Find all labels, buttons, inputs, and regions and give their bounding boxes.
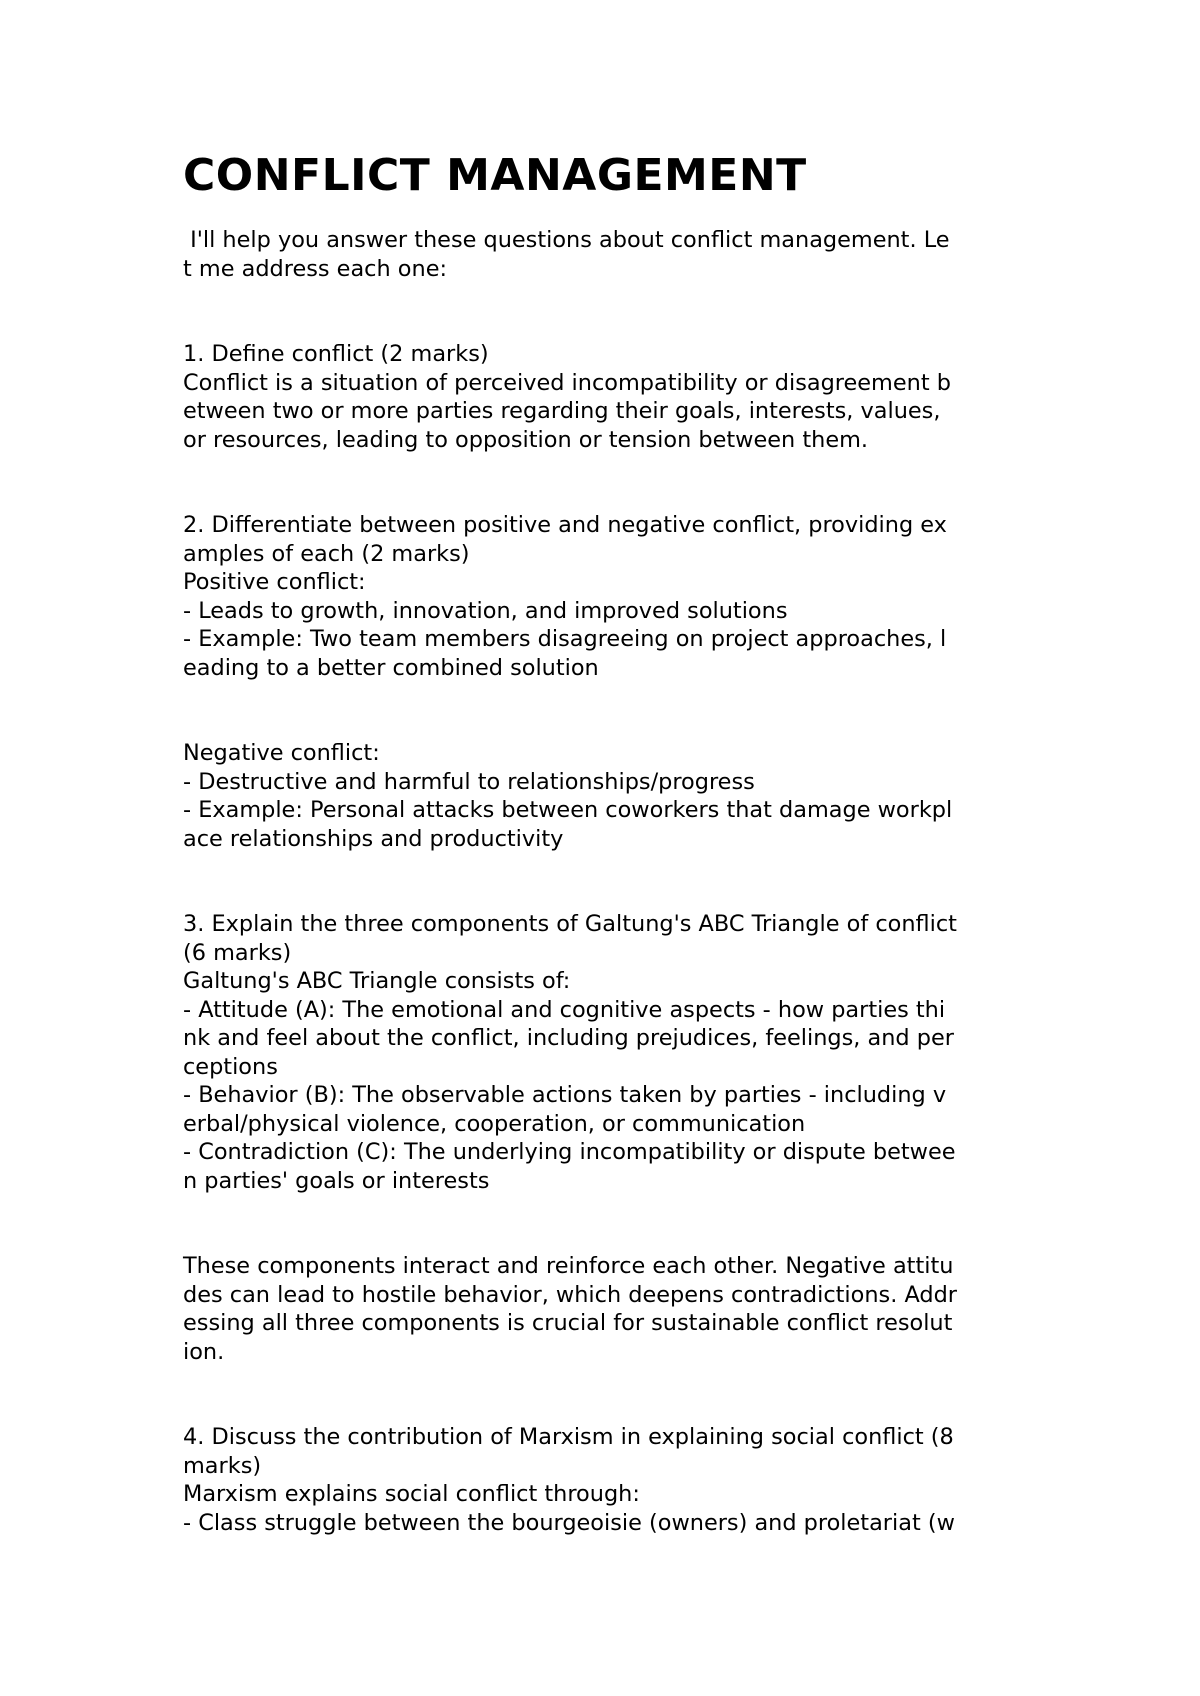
- text-line: [183, 1395, 1043, 1424]
- text-line: 3. Explain the three components of Galtung's ABC Triangle of conflict: [183, 911, 957, 937]
- text-line: 2. Differentiate between positive and negative conflict, providing ex: [183, 512, 947, 538]
- text-line: etween two or more parties regarding their goals, interests, values,: [183, 398, 941, 424]
- text-line: - Behavior (B): The observable actions taken by parties - including v: [183, 1082, 947, 1108]
- text-line: des can lead to hostile behavior, which deepens contradictions. Addr: [183, 1281, 957, 1308]
- text-line: [183, 1224, 1043, 1253]
- text-line: essing all three components is crucial for sustainable conflict resolut: [183, 1310, 953, 1336]
- text-line: [183, 1195, 1043, 1224]
- text-line: - Contradiction (C): The underlying incompatibility or dispute betwee: [183, 1139, 956, 1165]
- text-line: Marxism explains social conflict through:: [183, 1481, 640, 1507]
- text-line: - Example: Two team members disagreeing on project approaches, l: [183, 626, 947, 652]
- text-line: [183, 682, 1043, 711]
- text-line: Negative conflict:: [183, 740, 380, 766]
- text-line: t me address each one:: [183, 255, 448, 282]
- text-line: Galtung's ABC Triangle consists of:: [183, 968, 571, 994]
- text-line: [183, 454, 1043, 483]
- text-line: n parties' goals or interests: [183, 1167, 490, 1194]
- text-line: [183, 283, 1043, 312]
- document-body: [183, 226, 1043, 1537]
- text-line: [183, 483, 1043, 512]
- text-line: - Destructive and harmful to relationships/progress: [183, 768, 755, 795]
- text-line: - Example: Personal attacks between coworkers that damage workpl: [183, 797, 953, 823]
- text-line: 4. Discuss the contribution of Marxism in explaining social conflict (8: [183, 1424, 954, 1450]
- text-line: or resources, leading to opposition or tension between them.: [183, 426, 869, 453]
- text-line: (6 marks): [183, 939, 292, 966]
- text-line: ion.: [183, 1338, 225, 1365]
- text-line: ace relationships and productivity: [183, 825, 564, 852]
- text-line: marks): [183, 1452, 262, 1479]
- text-line: - Leads to growth, innovation, and improved solutions: [183, 597, 788, 624]
- text-line: nk and feel about the conflict, including prejudices, feelings, and per: [183, 1025, 954, 1051]
- text-line: I'll help you answer these questions about conflict management. Le: [183, 227, 950, 253]
- text-line: 1. Define conflict (2 marks): [183, 341, 489, 367]
- text-line: erbal/physical violence, cooperation, or communication: [183, 1110, 806, 1137]
- text-line: - Attitude (A): The emotional and cognitive aspects - how parties thi: [183, 996, 946, 1023]
- text-line: Positive conflict:: [183, 569, 366, 595]
- document-title: CONFLICT MANAGEMENT: [183, 150, 807, 201]
- text-line: [183, 711, 1043, 740]
- text-line: [183, 1366, 1043, 1395]
- text-line: [183, 853, 1043, 882]
- text-line: [183, 312, 1043, 341]
- document-page: [183, 150, 1043, 1537]
- text-line: amples of each (2 marks): [183, 540, 470, 567]
- text-line: eading to a better combined solution: [183, 654, 599, 681]
- text-line: Conflict is a situation of perceived incompatibility or disagreement b: [183, 369, 951, 396]
- text-line: [183, 882, 1043, 911]
- text-line: - Class struggle between the bourgeoisie (owners) and proletariat (w: [183, 1509, 955, 1536]
- text-line: ceptions: [183, 1053, 278, 1080]
- text-line: These components interact and reinforce each other. Negative attitu: [183, 1253, 954, 1279]
